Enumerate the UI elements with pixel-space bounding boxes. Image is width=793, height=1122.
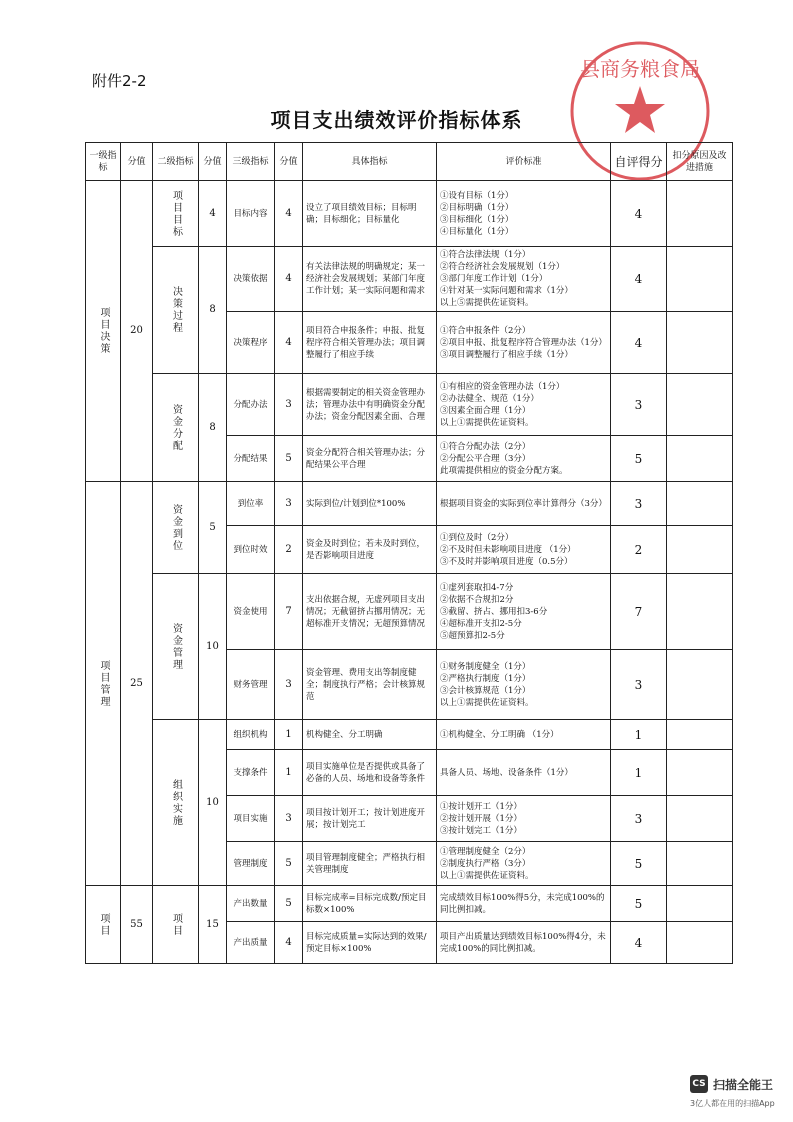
level3-score: 5	[275, 436, 303, 482]
level3-score: 7	[275, 574, 303, 650]
indicator-cell: 资金及时到位；若未及时到位，是否影响项目进度	[303, 526, 437, 574]
level2-cell: 项目	[153, 886, 199, 964]
level3-cell: 到位率	[227, 482, 275, 526]
table-row	[86, 374, 733, 436]
level3-score: 3	[275, 374, 303, 436]
level2-score: 15	[199, 886, 227, 964]
header-cell: 分值	[121, 143, 153, 181]
level3-score: 5	[275, 842, 303, 886]
header-cell: 分值	[275, 143, 303, 181]
level3-cell: 支撑条件	[227, 750, 275, 796]
self-score: 3	[611, 374, 667, 436]
indicator-cell: 设立了项目绩效目标；目标明确；目标细化；目标量化	[303, 181, 437, 247]
deduction-cell	[667, 574, 733, 650]
level3-score: 4	[275, 247, 303, 312]
criteria-cell: ①机构健全、分工明确 （1分）	[437, 720, 611, 750]
svg-text:县商务粮食局: 县商务粮食局	[580, 57, 700, 81]
criteria-cell: ①符合分配办法（2分） ②分配公平合理（3分） 此项需提供相应的资金分配方案。	[437, 436, 611, 482]
indicator-table	[85, 142, 733, 964]
level3-cell: 资金使用	[227, 574, 275, 650]
level3-score: 5	[275, 886, 303, 922]
level3-cell: 决策依据	[227, 247, 275, 312]
self-score: 4	[611, 247, 667, 312]
level1-cell: 项目决策	[86, 181, 121, 482]
level2-score: 4	[199, 181, 227, 247]
indicator-cell: 目标完成质量=实际达到的效果/预定目标×100%	[303, 922, 437, 964]
self-score: 5	[611, 886, 667, 922]
header-cell: 具体指标	[303, 143, 437, 181]
level2-cell: 资金到位	[153, 482, 199, 574]
self-score: 4	[611, 312, 667, 374]
deduction-cell	[667, 374, 733, 436]
deduction-cell	[667, 842, 733, 886]
criteria-cell: ①财务制度健全（1分） ②严格执行制度（1分） ③会计核算规范（1分） 以上①需提供佐证资料。	[437, 650, 611, 720]
page-title: 项目支出绩效评价指标体系	[270, 108, 523, 132]
level3-score: 1	[275, 720, 303, 750]
deduction-cell	[667, 886, 733, 922]
table-row	[86, 720, 733, 750]
header-cell: 三级指标	[227, 143, 275, 181]
level2-cell: 决策过程	[153, 247, 199, 374]
level3-score: 4	[275, 922, 303, 964]
indicator-cell: 根据需要制定的相关资金管理办法；管理办法中有明确资金分配办法；资金分配因素全面、合理	[303, 374, 437, 436]
criteria-cell: ①按计划开工（1分） ②按计划开展（1分） ③按计划完工（1分）	[437, 796, 611, 842]
level1-score: 25	[121, 482, 153, 886]
level3-score: 4	[275, 312, 303, 374]
criteria-cell: 具备人员、场地、设备条件（1分）	[437, 750, 611, 796]
level2-score: 10	[199, 574, 227, 720]
level3-cell: 产出质量	[227, 922, 275, 964]
table-row	[86, 886, 733, 922]
level2-score: 8	[199, 247, 227, 374]
attachment-label: 附件2-2	[92, 72, 147, 90]
level3-cell: 目标内容	[227, 181, 275, 247]
deduction-cell	[667, 312, 733, 374]
table-row	[86, 482, 733, 526]
level3-cell: 管理制度	[227, 842, 275, 886]
level1-cell: 项目管理	[86, 482, 121, 886]
criteria-cell: ①符合法律法规（1分） ②符合经济社会发展规划（1分） ③部门年度工作计划（1分） ④针对某一实际问题和需求（1分） 以上⑤需提供佐证资料。	[437, 247, 611, 312]
level3-cell: 到位时效	[227, 526, 275, 574]
deduction-cell	[667, 482, 733, 526]
deduction-cell	[667, 650, 733, 720]
criteria-cell: 项目产出质量达到绩效目标100%得4分，未完成100%的同比例扣减。	[437, 922, 611, 964]
level3-cell: 财务管理	[227, 650, 275, 720]
deduction-cell	[667, 796, 733, 842]
self-score: 1	[611, 720, 667, 750]
deduction-cell	[667, 750, 733, 796]
scanner-watermark	[690, 1075, 773, 1093]
criteria-cell: ①符合申报条件（2分） ②项目申报、批复程序符合管理办法（1分） ③项目调整履行了相应手续（1分）	[437, 312, 611, 374]
header-cell: 自评得分	[611, 143, 667, 181]
level3-cell: 分配办法	[227, 374, 275, 436]
header-cell: 评价标准	[437, 143, 611, 181]
indicator-cell: 项目按计划开工；按计划进度开展；按计划完工	[303, 796, 437, 842]
level3-cell: 决策程序	[227, 312, 275, 374]
criteria-cell: ①虚列套取扣4-7分 ②依据不合规扣2分 ③截留、挤占、挪用扣3-6分 ④超标准开支扣2-5分 ⑤超预算扣2-5分	[437, 574, 611, 650]
level2-score: 10	[199, 720, 227, 886]
indicator-cell: 资金分配符合相关管理办法；分配结果公平合理	[303, 436, 437, 482]
table-row	[86, 574, 733, 650]
criteria-cell: 完成绩效目标100%得5分，未完成100%的同比例扣减。	[437, 886, 611, 922]
self-score: 1	[611, 750, 667, 796]
self-score: 3	[611, 796, 667, 842]
header-row	[86, 143, 733, 181]
level2-score: 8	[199, 374, 227, 482]
level3-score: 1	[275, 750, 303, 796]
deduction-cell	[667, 526, 733, 574]
scanner-name: 扫描全能王	[713, 1077, 774, 1092]
self-score: 5	[611, 436, 667, 482]
criteria-cell: ①有相应的资金管理办法（1分） ②办法健全、规范（1分） ③因素全面合理（1分） 以上①需提供佐证资料。	[437, 374, 611, 436]
indicator-cell: 支出依据合规，无虚列项目支出情况；无截留挤占挪用情况；无超标准开支情况；无超预算情况	[303, 574, 437, 650]
indicator-cell: 项目管理制度健全；严格执行相关管理制度	[303, 842, 437, 886]
scanner-tagline: 3亿人都在用的扫描App	[690, 1099, 775, 1108]
level3-cell: 产出数量	[227, 886, 275, 922]
level2-cell: 组织实施	[153, 720, 199, 886]
indicator-cell: 实际到位/计划到位*100%	[303, 482, 437, 526]
criteria-cell: 根据项目资金的实际到位率计算得分（3分）	[437, 482, 611, 526]
self-score: 2	[611, 526, 667, 574]
level3-cell: 项目实施	[227, 796, 275, 842]
level3-score: 3	[275, 482, 303, 526]
level3-score: 3	[275, 650, 303, 720]
criteria-cell: ①管理制度健全（2分） ②制度执行严格（3分） 以上①需提供佐证资料。	[437, 842, 611, 886]
header-cell: 扣分原因及改进措施	[667, 143, 733, 181]
camscanner-logo-icon: CS	[690, 1075, 708, 1093]
level2-cell: 项目目标	[153, 181, 199, 247]
header-cell: 分值	[199, 143, 227, 181]
header-cell: 一级指标	[86, 143, 121, 181]
deduction-cell	[667, 181, 733, 247]
deduction-cell	[667, 247, 733, 312]
level2-cell: 资金分配	[153, 374, 199, 482]
self-score: 4	[611, 922, 667, 964]
self-score: 4	[611, 181, 667, 247]
level3-cell: 组织机构	[227, 720, 275, 750]
indicator-cell: 有关法律法规的明确规定；某一经济社会发展规划；某部门年度工作计划；某一实际问题和需求	[303, 247, 437, 312]
indicator-cell: 项目实施单位是否提供或具备了必备的人员、场地和设备等条件	[303, 750, 437, 796]
self-score: 7	[611, 574, 667, 650]
level1-score: 55	[121, 886, 153, 964]
level1-cell: 项目	[86, 886, 121, 964]
level3-score: 3	[275, 796, 303, 842]
deduction-cell	[667, 720, 733, 750]
indicator-cell: 目标完成率=目标完成数/预定目标数×100%	[303, 886, 437, 922]
indicator-cell: 项目符合申报条件；申报、批复程序符合相关管理办法；项目调整履行了相应手续	[303, 312, 437, 374]
header-cell: 二级指标	[153, 143, 199, 181]
indicator-cell: 机构健全、分工明确	[303, 720, 437, 750]
table-row	[86, 247, 733, 312]
level1-score: 20	[121, 181, 153, 482]
criteria-cell: ①到位及时（2分） ②不及时但未影响项目进度 （1分） ③不及时并影响项目进度（0.5分）	[437, 526, 611, 574]
level2-cell: 资金管理	[153, 574, 199, 720]
indicator-cell: 资金管理、费用支出等制度健全；制度执行严格；会计核算规范	[303, 650, 437, 720]
criteria-cell: ①设有目标（1分） ②目标明确（1分） ③目标细化（1分） ④目标量化（1分）	[437, 181, 611, 247]
level3-score: 4	[275, 181, 303, 247]
self-score: 3	[611, 650, 667, 720]
table-row	[86, 181, 733, 247]
self-score: 5	[611, 842, 667, 886]
level3-score: 2	[275, 526, 303, 574]
deduction-cell	[667, 922, 733, 964]
self-score: 3	[611, 482, 667, 526]
deduction-cell	[667, 436, 733, 482]
level2-score: 5	[199, 482, 227, 574]
level3-cell: 分配结果	[227, 436, 275, 482]
